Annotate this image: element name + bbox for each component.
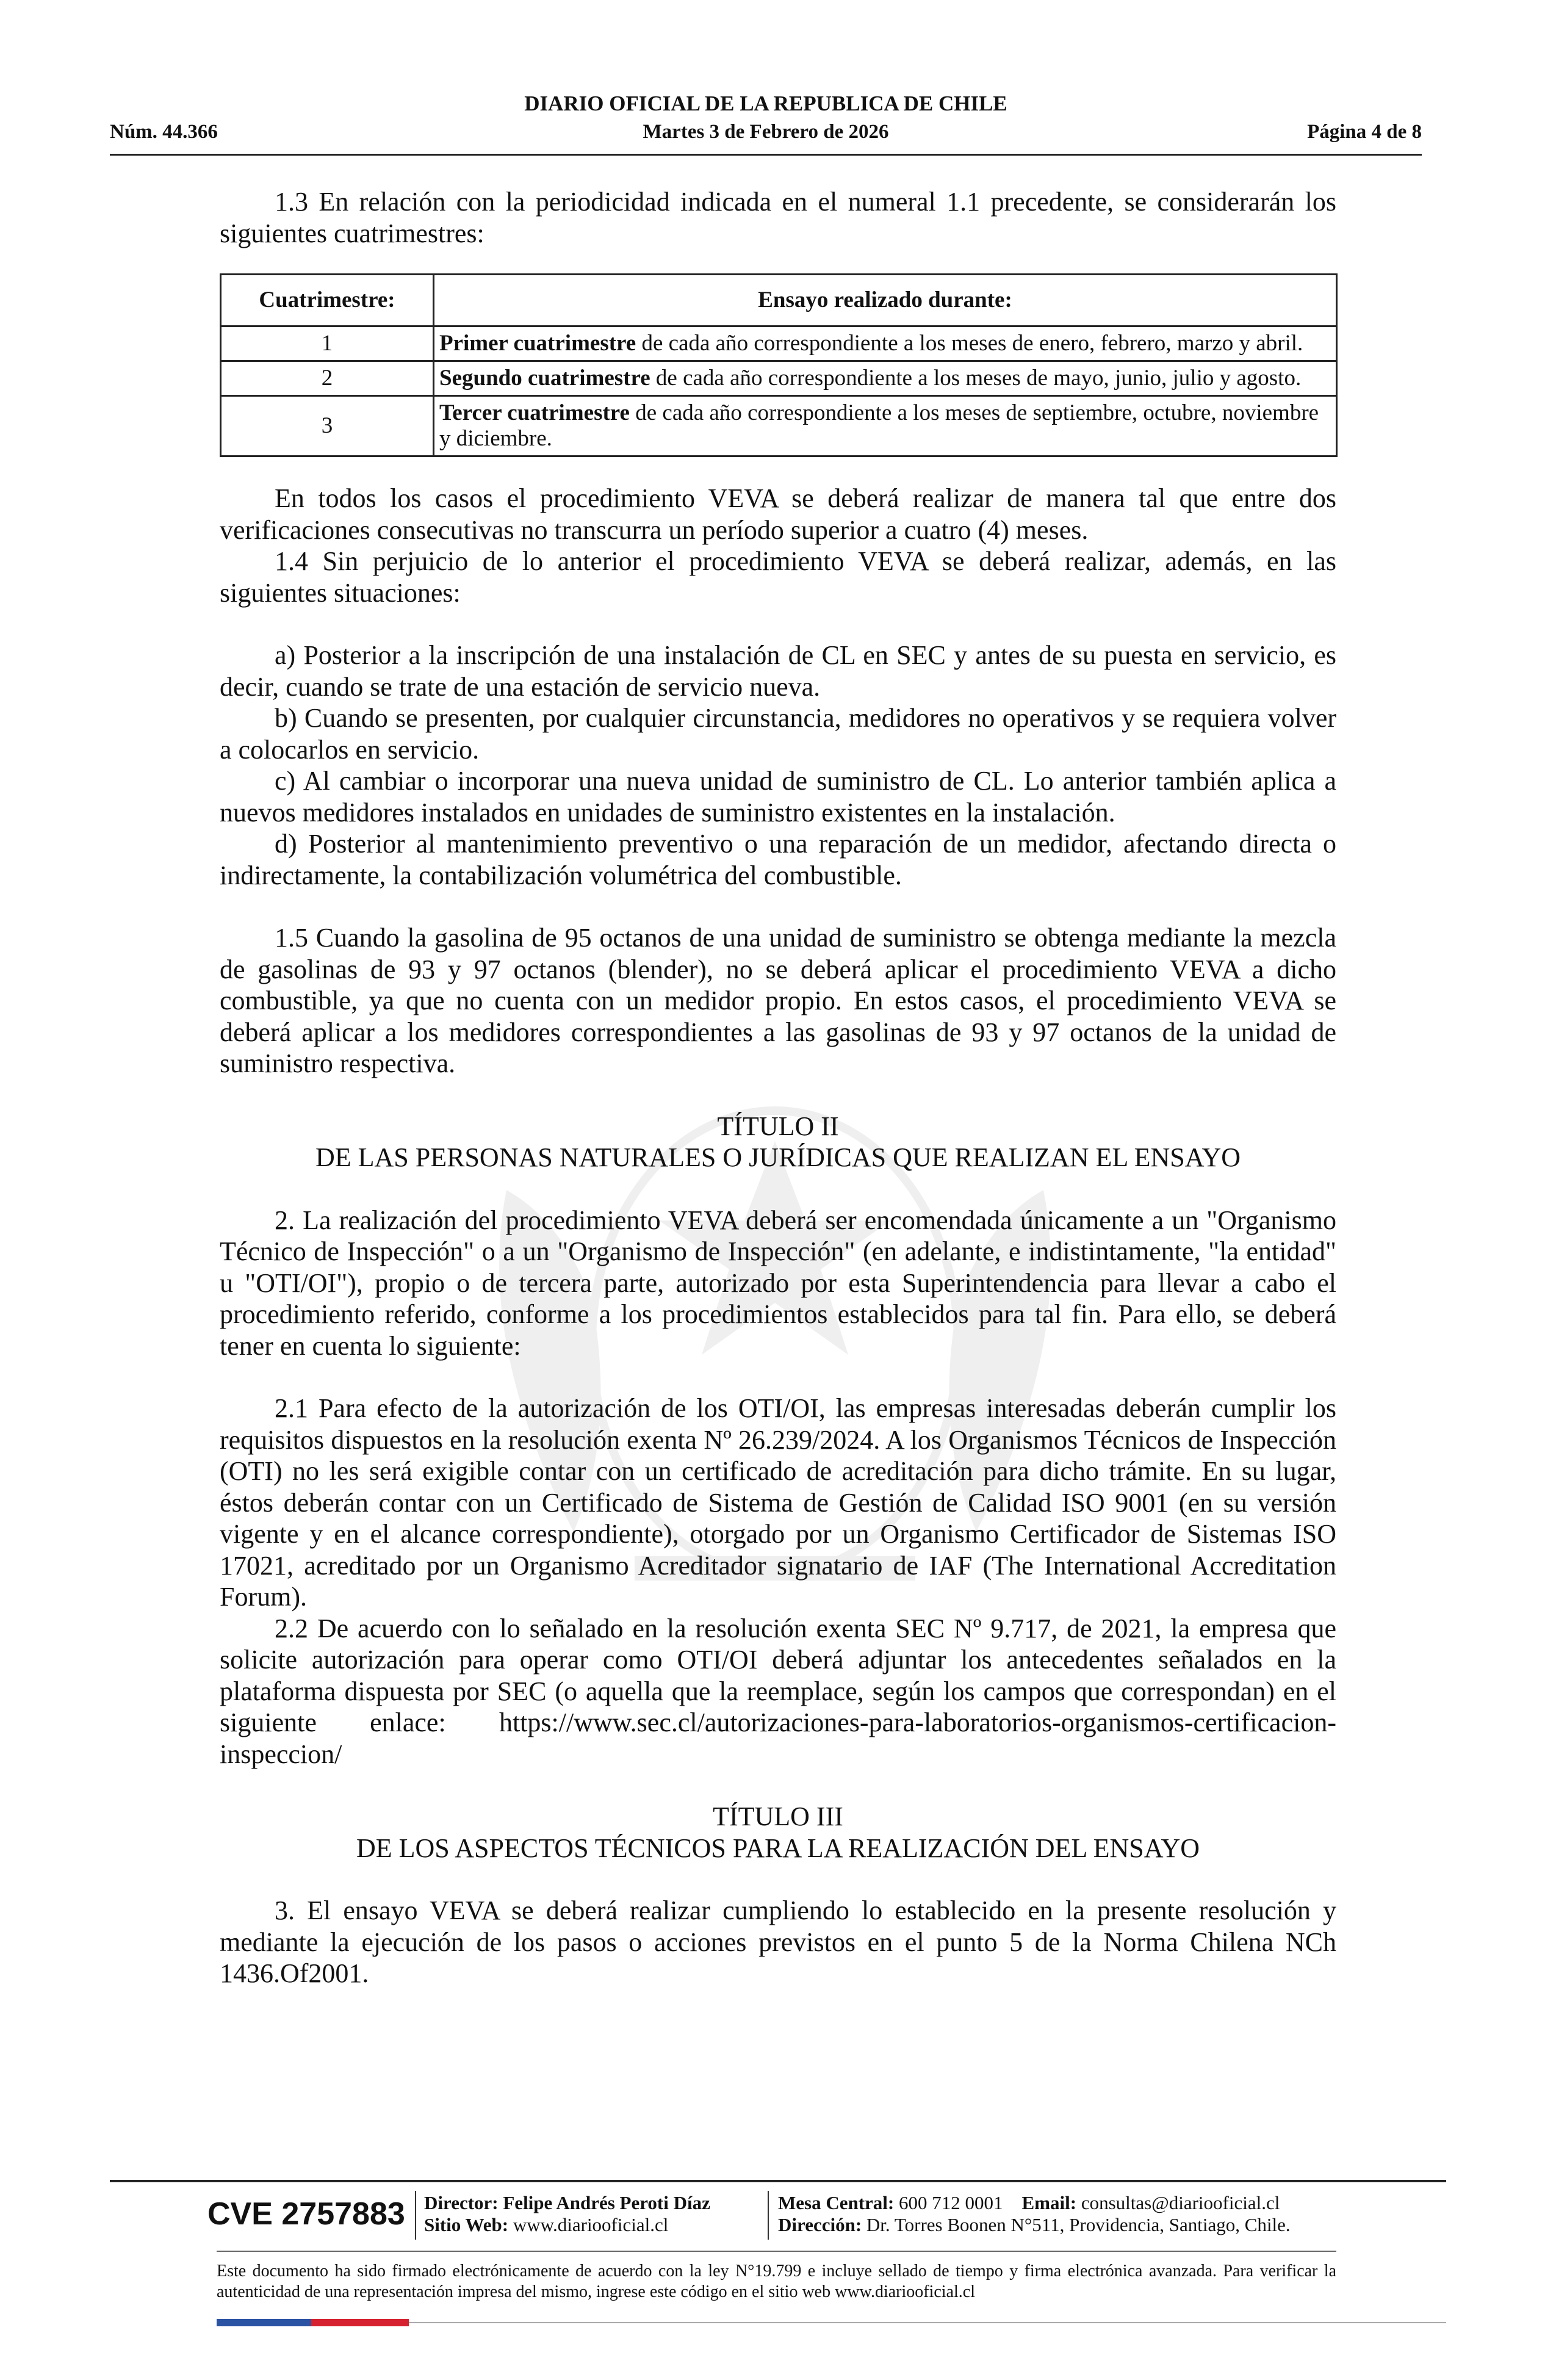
- flag-stripe-red: [311, 2319, 409, 2326]
- paragraph-3: 3. El ensayo VEVA se deberá realizar cumpliendo lo establecido en la presente resolución y mediante la ejecución de los pasos o acciones previstos en el punto 5 de la Norma Chilena NCh 1436.Of2001.: [220, 1895, 1336, 1988]
- table-cell-description: [434, 326, 1337, 361]
- header-divider: [110, 154, 1422, 156]
- mesa-label: Mesa Central:: [778, 2192, 895, 2213]
- paragraph-item-b: b) Cuando se presenten, por cualquier circunstancia, medidores no operativos y se requiera volver a colocarlos en servicio.: [220, 703, 1336, 765]
- spacer: [220, 891, 1336, 922]
- footer-divider-bottom: [409, 2322, 1446, 2323]
- address-label: Dirección:: [778, 2214, 862, 2235]
- table-header-row: [221, 275, 1337, 326]
- table-cell-number: 1: [221, 326, 434, 361]
- spacer: [220, 1174, 1336, 1205]
- website-link[interactable]: www.diariooficial.cl: [513, 2214, 669, 2235]
- page-number: Página 4 de 8: [1307, 121, 1422, 143]
- period-name: Primer cuatrimestre: [439, 331, 636, 356]
- footer-contact-block: [778, 2192, 1291, 2236]
- period-detail: de cada año correspondiente a los meses de septiembre, octubre, noviembre y diciembre.: [439, 400, 1319, 451]
- cuatrimestres-table: [220, 273, 1338, 457]
- flag-stripe-blue: [217, 2319, 311, 2326]
- spacer: [220, 1361, 1336, 1393]
- address-value: Dr. Torres Boonen N°511, Providencia, Santiago, Chile.: [866, 2214, 1291, 2235]
- director-name: Felipe Andrés Peroti Díaz: [503, 2192, 710, 2213]
- paragraph-item-a: a) Posterior a la inscripción de una instalación de CL en SEC y antes de su puesta en servicio, es decir, cuando se trate de una estación de servicio nueva.: [220, 640, 1336, 702]
- issue-number: Núm. 44.366: [110, 121, 218, 143]
- footer-divider-middle: [217, 2251, 1336, 2252]
- director-line: [424, 2192, 710, 2214]
- paragraph-item-d: d) Posterior al mantenimiento preventivo o una reparación de un medidor, afectando directa o indirectamente, la contabilización volumétrica del combustible.: [220, 829, 1336, 890]
- footer-director-block: [424, 2192, 710, 2236]
- email-link[interactable]: consultas@diariooficial.cl: [1081, 2192, 1280, 2213]
- newspaper-title: DIARIO OFICIAL DE LA REPUBLICA DE CHILE: [524, 92, 1007, 115]
- page-header: [110, 92, 1422, 153]
- website-label: Sitio Web:: [424, 2214, 509, 2235]
- footer-divider-top: [110, 2180, 1446, 2182]
- table-row: [221, 396, 1337, 456]
- table-cell-description: [434, 361, 1337, 396]
- section-title-iii: TÍTULO III: [713, 1801, 843, 1831]
- spacer: [220, 1080, 1336, 1111]
- cve-code: CVE 2757883: [207, 2196, 405, 2232]
- spacer: [220, 1770, 1336, 1801]
- paragraph-1-3: 1.3 En relación con la periodicidad indicada en el numeral 1.1 precedente, se considerarán los siguientes cuatrimestres:: [220, 187, 1336, 248]
- document-body: [220, 186, 1336, 1989]
- table-header-ensayo: Ensayo realizado durante:: [434, 275, 1337, 326]
- contact-line: [778, 2192, 1291, 2214]
- table-cell-description: [434, 396, 1337, 456]
- paragraph-2-1: 2.1 Para efecto de la autorización de los OTI/OI, las empresas interesadas deberán cumplir los requisitos dispuestos en la resolución exenta Nº 26.239/2024. A los Organismos Técnicos de Inspección (OTI) no les será exigible contar con un certificado de acreditación para dicho trámite. En su lugar, éstos deberán contar con un Certificado de Sistema de Gestión de Calidad ISO 9001 (en su versión vigente y en el alcance correspondiente), otorgado por un Organismo Certificador de Sistemas ISO 17021, acreditado por un Organismo Acreditador signatario de IAF (The International Accreditation Forum).: [220, 1393, 1336, 1612]
- website-line: [424, 2214, 710, 2236]
- period-name: Tercer cuatrimestre: [439, 400, 630, 425]
- spacer: [220, 608, 1336, 640]
- address-line: [778, 2214, 1291, 2236]
- footer-separator: [768, 2191, 769, 2240]
- section-subtitle-ii: DE LAS PERSONAS NATURALES O JURÍDICAS QUE REALIZAN EL ENSAYO: [315, 1142, 1241, 1172]
- paragraph-1-4: 1.4 Sin perjuicio de lo anterior el procedimiento VEVA se deberá realizar, además, en las siguientes situaciones:: [220, 546, 1336, 608]
- paragraph-todos-los-casos: En todos los casos el procedimiento VEVA se deberá realizar de manera tal que entre dos verificaciones consecutivas no transcurra un período superior a cuatro (4) meses.: [220, 483, 1336, 545]
- section-title-ii: TÍTULO II: [717, 1111, 839, 1141]
- paragraph-1-5: 1.5 Cuando la gasolina de 95 octanos de una unidad de suministro se obtenga mediante la mezcla de gasolinas de 93 y 97 octanos (blender), no se deberá aplicar el procedimiento VEVA a dicho combustible, ya que no cuenta con un medidor propio. En estos casos, el procedimiento VEVA se deberá aplicar a los medidores correspondientes a las gasolinas de 93 y 97 octanos de la unidad de suministro respectiva.: [220, 923, 1336, 1078]
- spacer: [220, 1864, 1336, 1895]
- table-header-cuatrimestre: Cuatrimestre:: [221, 275, 434, 326]
- email-label: Email:: [1021, 2192, 1077, 2213]
- issue-date: Martes 3 de Febrero de 2026: [643, 121, 889, 143]
- period-detail: de cada año correspondiente a los meses de enero, febrero, marzo y abril.: [636, 331, 1303, 356]
- paragraph-2-2: 2.2 De acuerdo con lo señalado en la resolución exenta SEC Nº 9.717, de 2021, la empresa que solicite autorización para operar como OTI/OI deberá adjuntar los antecedentes señalados en la plataforma dispuesta por SEC (o aquella que la reemplace, según los campos que correspondan) en el siguiente enlace: https://www.sec.cl/autorizaciones-para-laboratorios-organismos-certificacion-inspeccion/: [220, 1613, 1336, 1769]
- paragraph-item-c: c) Al cambiar o incorporar una nueva unidad de suministro de CL. Lo anterior también aplica a nuevos medidores instalados en unidades de suministro existentes en la instalación.: [220, 766, 1336, 828]
- paragraph-2: 2. La realización del procedimiento VEVA deberá ser encomendada únicamente a un "Organismo Técnico de Inspección" o a un "Organismo de Inspección" (en adelante, e indistintamente, "la entidad" u "OTI/OI"), propio o de tercera parte, autorizado por esta Superintendencia para llevar a cabo el procedimiento referido, conforme a los procedimientos establecidos para tal fin. Para ello, se deberá tener en cuenta lo siguiente:: [220, 1205, 1336, 1361]
- table-cell-number: 2: [221, 361, 434, 396]
- period-detail: de cada año correspondiente a los meses de mayo, junio, julio y agosto.: [650, 366, 1302, 391]
- signature-notice: Este documento ha sido firmado electrónicamente de acuerdo con la ley N°19.799 e incluye sellado de tiempo y firma electrónica avanzada. Para verificar la autenticidad de una representación impresa del mismo, ingrese este código en el sitio web www.diariooficial.cl: [217, 2262, 1336, 2301]
- mesa-phone: 600 712 0001: [899, 2192, 1003, 2213]
- footer-separator: [415, 2191, 416, 2240]
- table-row: [221, 326, 1337, 361]
- section-subtitle-iii: DE LOS ASPECTOS TÉCNICOS PARA LA REALIZACIÓN DEL ENSAYO: [356, 1833, 1200, 1863]
- period-name: Segundo cuatrimestre: [439, 366, 650, 391]
- director-label: Director:: [424, 2192, 499, 2213]
- table-row: [221, 361, 1337, 396]
- table-cell-number: 3: [221, 396, 434, 456]
